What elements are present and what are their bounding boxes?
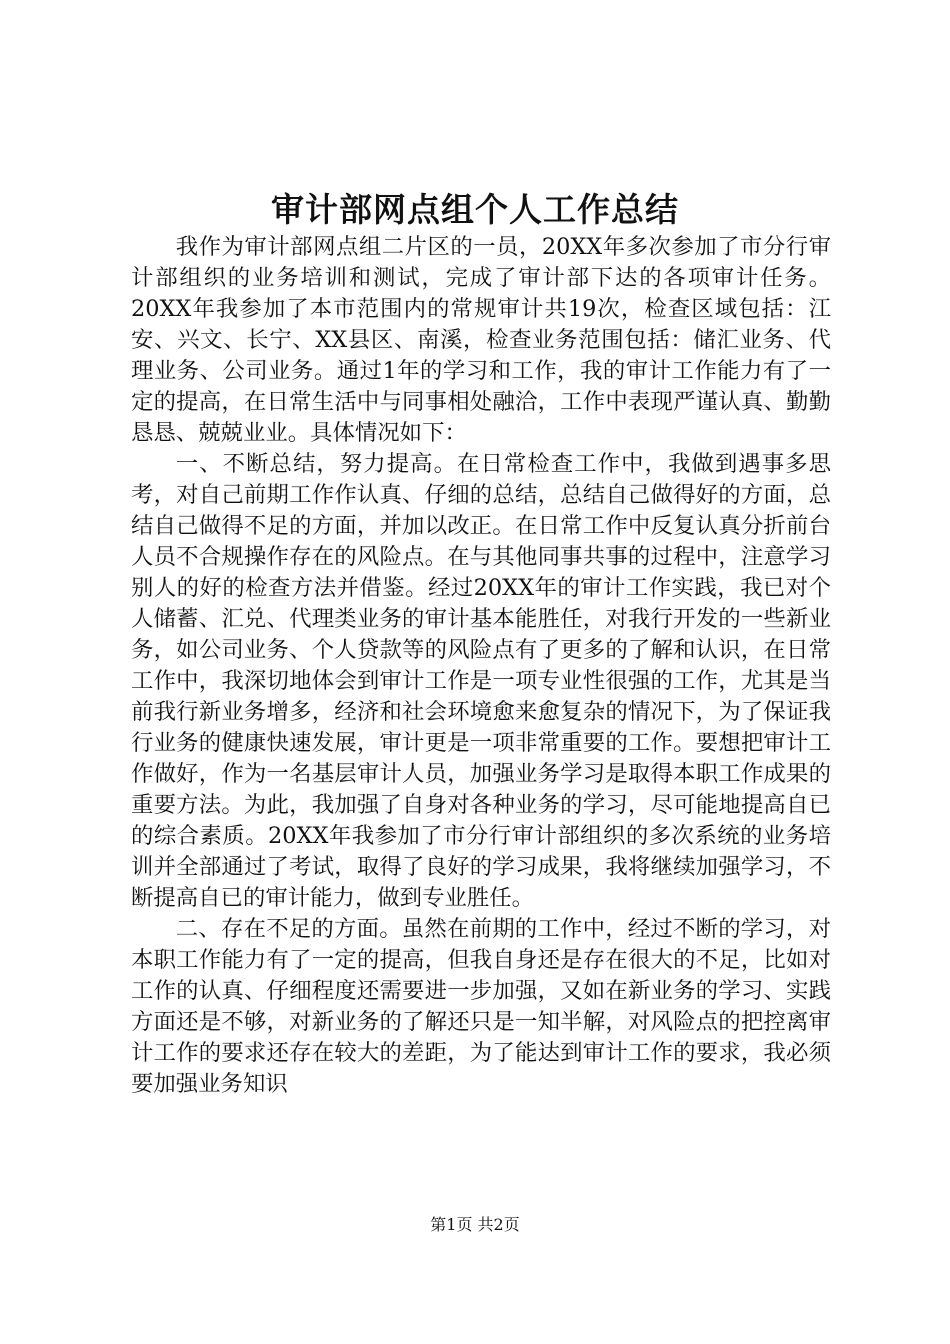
document-body — [131, 232, 831, 1100]
paragraph-section-two: 二、存在不足的方面。虽然在前期的工作中，经过不断的学习，对本职工作能力有了一定的提高，但我自身还是存在很大的不足，比如对工作的认真、仔细程度还需要进一步加强，又如在新业务的学习、实践方面还是不够，对新业务的了解还只是一知半解，对风险点的把控离审计工作的要求还存在较大的差距，为了能达到审计工作的要求，我必须要加强业务知识 — [131, 916, 831, 1097]
page-footer: 第1页 共2页 — [430, 1215, 520, 1234]
paragraph-section-one: 一、不断总结，努力提高。在日常检查工作中，我做到遇事多思考，对自己前期工作作认真、仔细的总结，总结自己做得好的方面，总结自己做得不足的方面，并加以改正。在日常工作中反复认真分折前台人员不合规操作存在的风险点。在与其他同事共事的过程中，注意学习别人的好的检查方法并借鉴。经过20XX年的审计工作实践，我已对个人储蓄、汇兑、代理类业务的审计基本能胜任，对我行开发的一些新业务，如公司业务、个人贷款等的风险点有了更多的了解和认识，在日常工作中，我深切地体会到审计工作是一项专业性很强的工作，尤其是当前我行新业务增多，经济和社会环境愈来愈复杂的情况下，为了保证我行业务的健康快速发展，审计更是一项非常重要的工作。要想把审计工作做好，作为一名基层审计人员，加强业务学习是取得本职工作成果的重要方法。为此，我加强了自身对各种业务的学习，尽可能地提高自已的综合素质。20XX年我参加了市分行审计部组织的多次系统的业务培训并全部通过了考试，取得了良好的学习成果，我将继续加强学习，不断提高自已的审计能力，做到专业胜任。 — [131, 451, 831, 911]
document-title: 审计部网点组个人工作总结 — [271, 190, 679, 229]
paragraph-intro: 我作为审计部网点组二片区的一员，20XX年多次参加了市分行审计部组织的业务培训和测试，完成了审计部下达的各项审计任务。20XX年我参加了本市范围内的常规审计共19次，检查区域包括：江安、兴文、长宁、XX县区、南溪，检查业务范围包括：储汇业务、代理业务、公司业务。通过1年的学习和工作，我的审计工作能力有了一定的提高，在日常生活中与同事相处融洽，工作中表现严谨认真、勤勤恳恳、兢兢业业。具体情况如下： — [131, 234, 831, 446]
